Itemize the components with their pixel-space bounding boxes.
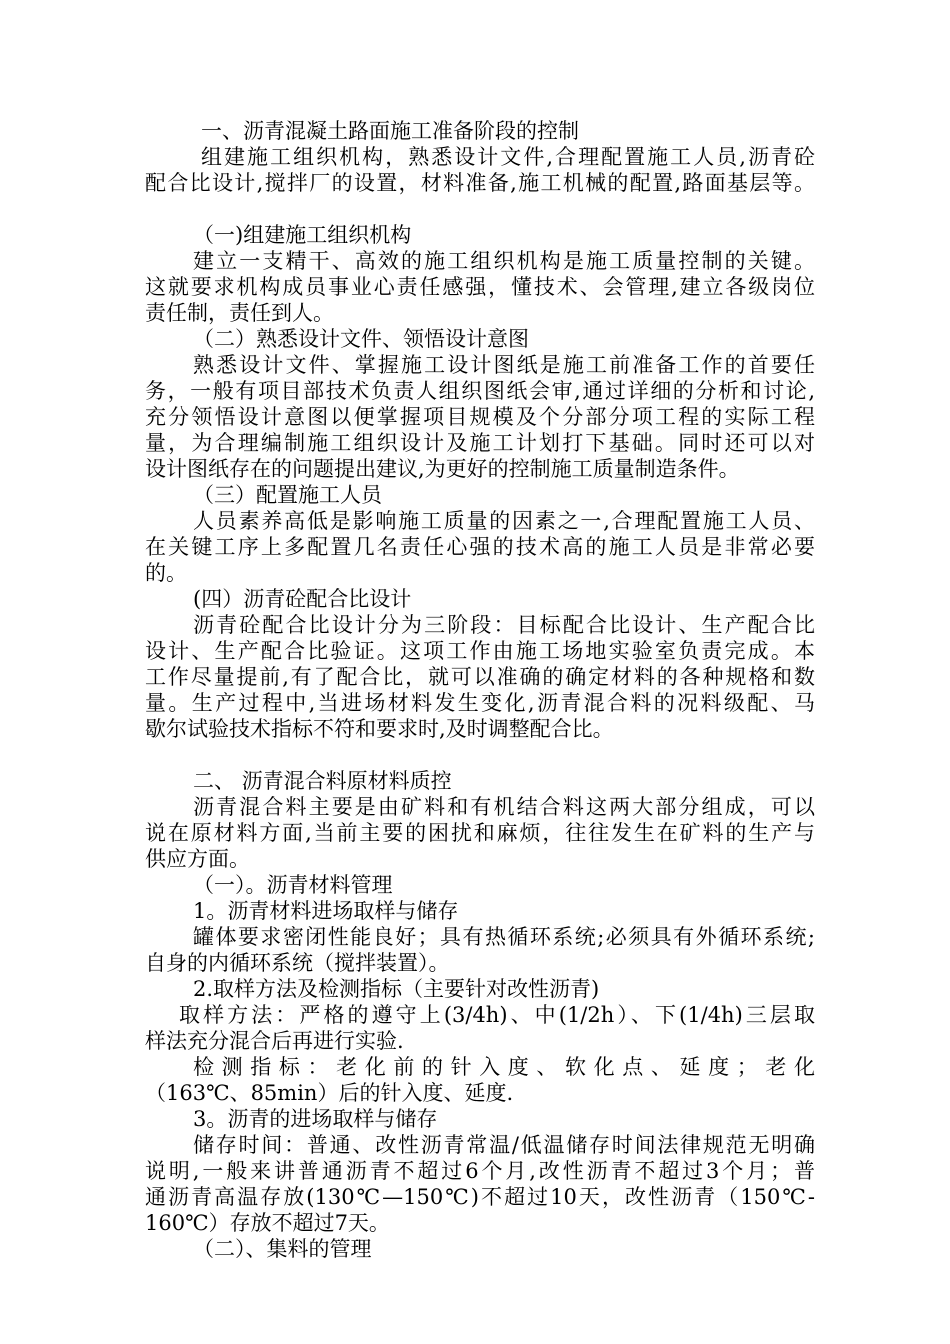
paragraph-line: 检测指标：老化前的针入度、软化点、延度；老化: [193, 1055, 815, 1079]
paragraph-line: 工作尽量提前,有了配合比，就可以准确的确定材料的各种规格和数: [145, 665, 815, 689]
document-page: [145, 118, 815, 1262]
paragraph-line: 储存时间：普通、改性沥青常温/低温储存时间法律规范无明确: [193, 1133, 815, 1157]
paragraph-line: 罐体要求密闭性能良好；具有热循环系统;必须具有外循环系统;: [193, 925, 815, 949]
blank-line: [145, 196, 815, 222]
paragraph-line: 这就要求机构成员事业心责任感强，懂技术、会管理,建立各级岗位: [145, 275, 815, 299]
paragraph-line: 在关键工序上多配置几名责任心强的技术高的施工人员是非常必要: [145, 535, 815, 559]
paragraph-line: 责任制，责任到人。: [145, 301, 334, 325]
section-heading-2: 二、 沥青混合料原材料质控: [193, 769, 452, 793]
paragraph-line: 熟悉设计文件、掌握施工设计图纸是施工前准备工作的首要任: [193, 353, 815, 377]
paragraph-line: （163℃、85min）后的针入度、延度.: [145, 1081, 514, 1105]
subsection-heading: （三）配置施工人员: [193, 483, 382, 507]
paragraph-line: 务，一般有项目部技术负责人组织图纸会审,通过详细的分析和讨论,: [145, 379, 815, 403]
paragraph-line: 歇尔试验技术指标不符和要求时,及时调整配合比。: [145, 717, 614, 741]
paragraph-line: 设计图纸存在的问题提出建议,为更好的控制施工质量制造条件。: [145, 457, 740, 481]
paragraph-line: 自身的内循环系统（搅拌装置）。: [145, 951, 450, 975]
item-heading: 3。沥青的进场取样与储存: [193, 1107, 438, 1131]
paragraph-line: 160℃）存放不超过7天。: [145, 1211, 390, 1235]
paragraph-line: 沥青混合料主要是由矿料和有机结合料这两大部分组成，可以: [193, 795, 815, 819]
paragraph-line: 供应方面。: [145, 847, 250, 871]
paragraph-line: 组建施工组织机构，熟悉设计文件,合理配置施工人员,沥青砼: [201, 145, 815, 169]
paragraph-line: 说明,一般来讲普通沥青不超过6个月,改性沥青不超过3个月；普: [145, 1159, 815, 1183]
paragraph-line: 量。生产过程中,当进场材料发生变化,沥青混合料的况料级配、马: [145, 691, 815, 715]
blank-line: [145, 742, 815, 768]
paragraph-line: 设计、生产配合比验证。这项工作由施工场地实验室负责完成。本: [145, 639, 815, 663]
paragraph-line: 配合比设计,搅拌厂的设置，材料准备,施工机械的配置,路面基层等。: [145, 171, 815, 195]
paragraph-line: 人员素养高低是影响施工质量的因素之一,合理配置施工人员、: [193, 509, 815, 533]
paragraph-line: 通沥青高温存放(130℃—150℃)不超过10天，改性沥青（150℃-: [145, 1185, 815, 1209]
section-heading-1: 一、沥青混凝土路面施工准备阶段的控制: [201, 119, 579, 143]
paragraph-line: 样法充分混合后再进行实验.: [145, 1029, 404, 1053]
subsection-heading: （一)组建施工组织机构: [193, 223, 412, 247]
item-heading: 1。沥青材料进场取样与储存: [193, 899, 459, 923]
subsection-heading: （二）熟悉设计文件、领悟设计意图: [193, 327, 529, 351]
subsection-heading: (四）沥青砼配合比设计: [193, 587, 412, 611]
paragraph-line: 充分领悟设计意图以便掌握项目规模及个分部分项工程的实际工程: [145, 405, 815, 429]
paragraph-line: 量，为合理编制施工组织设计及施工计划打下基础。同时还可以对: [145, 431, 815, 455]
paragraph-line: 取样方法：严格的遵守上(3/4h)、中(1/2h）、下(1/4h)三层取: [179, 1003, 815, 1027]
paragraph-line: 建立一支精干、高效的施工组织机构是施工质量控制的关键。: [193, 249, 815, 273]
subsection-heading: （二）、集料的管理: [193, 1237, 372, 1261]
paragraph-line: 沥青砼配合比设计分为三阶段：目标配合比设计、生产配合比: [193, 613, 815, 637]
paragraph-line: 说在原材料方面,当前主要的困扰和麻烦，往往发生在矿料的生产与: [145, 821, 815, 845]
item-heading: 2.取样方法及检测指标（主要针对改性沥青): [193, 977, 600, 1001]
paragraph-line: 的。: [145, 561, 187, 585]
subsection-heading: （一）。沥青材料管理: [193, 873, 393, 897]
